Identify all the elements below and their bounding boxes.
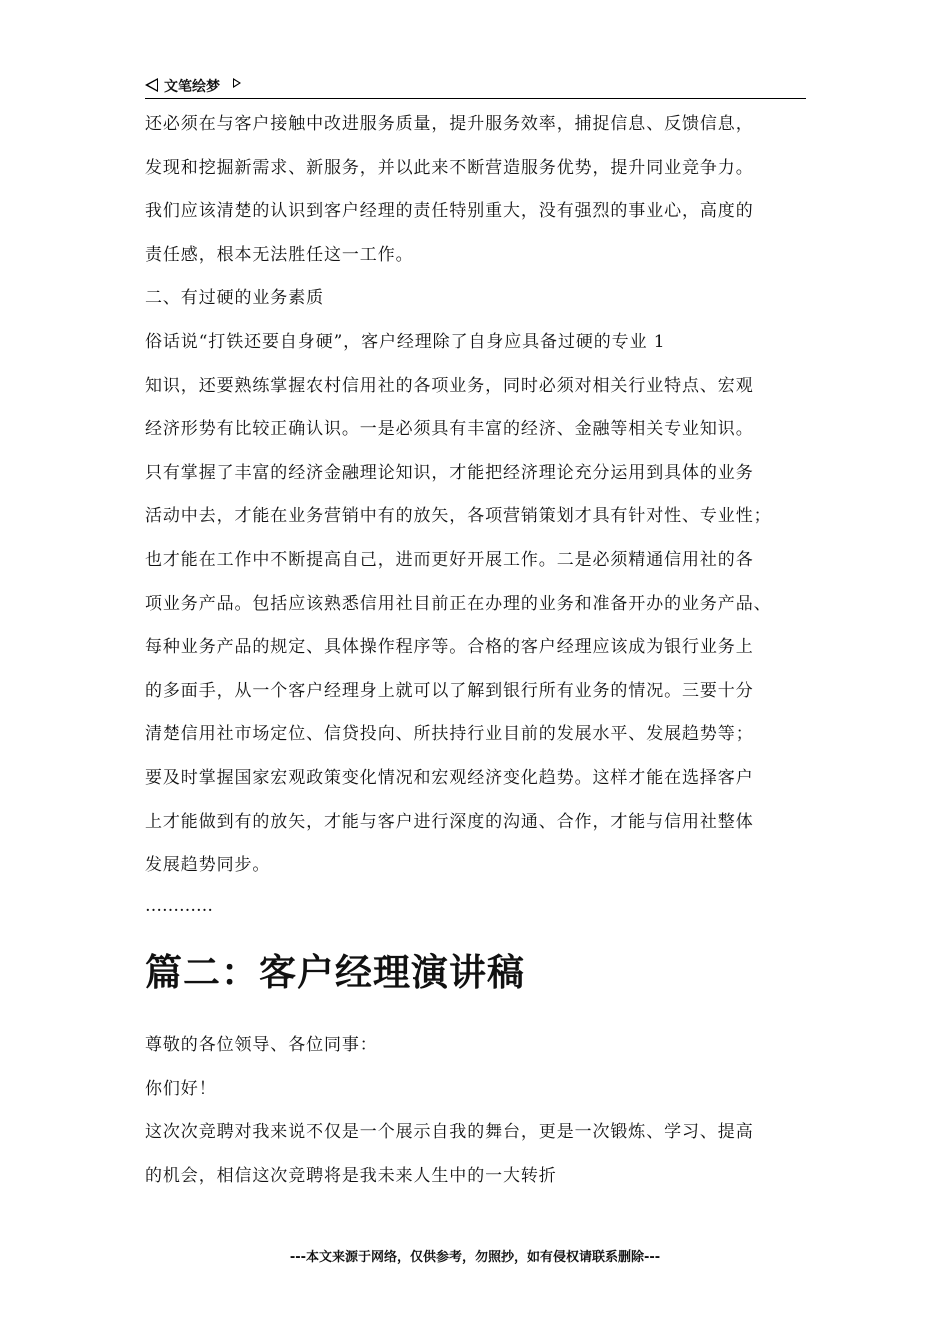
left-triangle-icon <box>145 78 158 92</box>
text-line: 要及时掌握国家宏观政策变化情况和宏观经济变化趋势。这样才能在选择客户 <box>145 767 754 788</box>
text-line: 每种业务产品的规定、具体操作程序等。合格的客户经理应该成为银行业务上 <box>145 637 754 658</box>
text-line: 经济形势有比较正确认识。一是必须具有丰富的经济、金融等相关专业知识。 <box>145 419 754 440</box>
text-line: 项业务产品。包括应该熟悉信用社目前正在办理的业务和准备开办的业务产品、 <box>145 593 772 614</box>
salutation: 尊敬的各位领导、各位同事： <box>145 1035 378 1055</box>
page-header <box>145 74 806 99</box>
text-line: 责任感，根本无法胜任这一工作。 <box>145 244 414 265</box>
text-line: 我们应该清楚的认识到客户经理的责任特别重大，没有强烈的事业心，高度的 <box>145 201 754 222</box>
right-triangle-icon <box>233 78 241 88</box>
section-heading: 二、有过硬的业务素质 <box>145 288 324 309</box>
text-line: 这次次竞聘对我来说不仅是一个展示自我的舞台，更是一次锻炼、学习、提高 <box>145 1122 754 1143</box>
text-line: 发展趋势同步。 <box>145 855 271 876</box>
text-line: 只有掌握了丰富的经济金融理论知识，才能把经济理论充分运用到具体的业务 <box>145 462 754 483</box>
text-line: 上才能做到有的放矢，才能与客户进行深度的沟通、合作，才能与信用社整体 <box>145 811 754 832</box>
speech-text <box>145 1033 806 1207</box>
greeting: 你们好！ <box>145 1078 217 1099</box>
text-line: 清楚信用社市场定位、信贷投向、所扶持行业目前的发展水平、发展趋势等； <box>145 724 754 745</box>
body-text <box>145 112 806 897</box>
text-line: 活动中去，才能在业务营销中有的放矢，各项营销策划才具有针对性、专业性； <box>145 506 772 527</box>
text-line: 还必须在与客户接触中改进服务质量，提升服务效率，捕捉信息、反馈信息， <box>145 114 754 134</box>
text-line: 俗话说“打铁还要自身硬”，客户经理除了自身应具备过硬的专业 1 <box>145 331 666 352</box>
text-line: 也才能在工作中不断提高自己，进而更好开展工作。二是必须精通信用社的各 <box>145 549 754 570</box>
text-line: 知识，还要熟练掌握农村信用社的各项业务，同时必须对相关行业特点、宏观 <box>145 375 754 396</box>
text-line: 的机会，相信这次竞聘将是我未来人生中的一大转折 <box>145 1165 557 1186</box>
text-line: 发现和挖掘新需求、新服务，并以此来不断营造服务优势，提升同业竞争力。 <box>145 157 754 178</box>
ellipsis-separator: ………… <box>145 896 213 916</box>
chapter-title: 篇二：客户经理演讲稿 <box>145 951 525 994</box>
text-line: 的多面手，从一个客户经理身上就可以了解到银行所有业务的情况。三要十分 <box>145 680 754 701</box>
footer-disclaimer: ---本文来源于网络，仅供参考，勿照抄，如有侵权请联系删除--- <box>289 1250 661 1265</box>
header-brand: 文笔绘梦 <box>164 79 220 95</box>
